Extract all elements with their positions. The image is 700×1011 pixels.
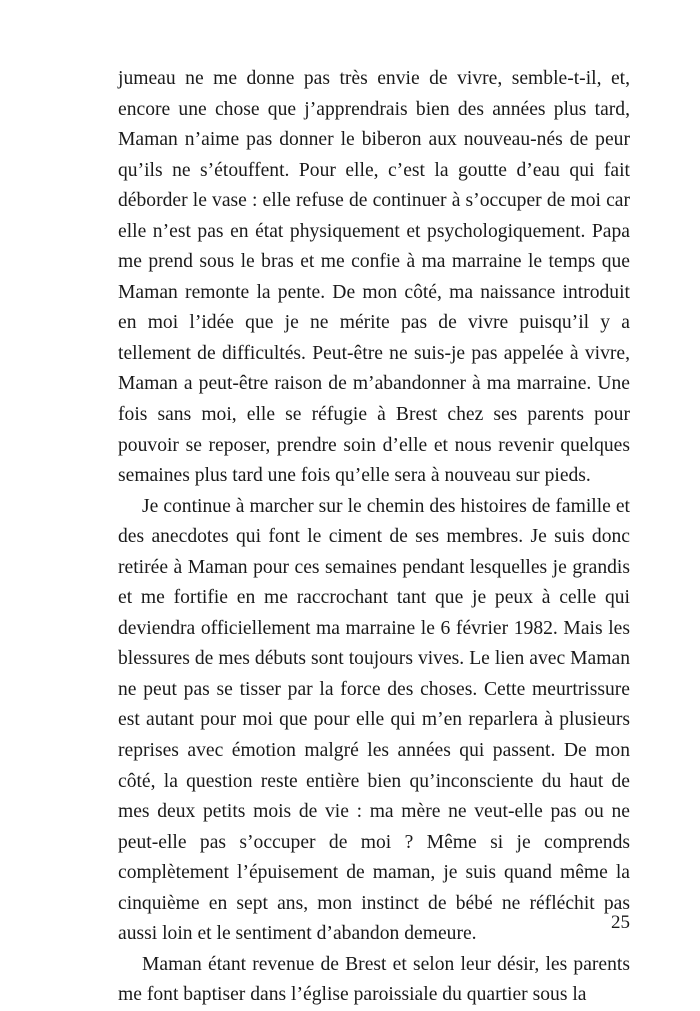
- paragraph-continuation: jumeau ne me donne pas très envie de vivre, semble-t-il, et, encore une chose que j’apprendrais bien des années plus tard, Maman n’aime pas donner le biberon aux nouveau-nés de peur qu’ils ne s’étouffent. Pour elle, c’est la goutte d’eau qui fait déborder le vase : elle refuse de continuer à s’occuper de moi car elle n’est pas en état physiquement et psychologiquement. Papa me prend sous le bras et me confie à ma marraine le temps que Maman remonte la pente. De mon côté, ma naissance introduit en moi l’idée que je ne mérite pas de vivre puisqu’il y a tellement de difficultés. Peut-être ne suis-je pas appelée à vivre, Maman a peut-être raison de m’abandonner à ma marraine. Une fois sans moi, elle se réfugie à Brest chez ses parents pour pouvoir se reposer, prendre soin d’elle et nous revenir quelques semaines plus tard une fois qu’elle sera à nouveau sur pieds.: [118, 68, 630, 487]
- paragraph: Je continue à marcher sur le chemin des histoires de famille et des anecdotes qui font le ciment de ses membres. Je suis donc retirée à Maman pour ces semaines pendant lesquelles je grandis et me fortifie en me raccrochant tant que je peux à celle qui deviendra officiellement ma marraine le 6 février 1982. Mais les blessures de mes débuts sont toujours vives. Le lien avec Maman ne peut pas se tisser par la force des choses. Cette meurtrissure est autant pour moi que pour elle qui m’en reparlera à plusieurs reprises avec émotion malgré les années qui passent. De mon côté, la question reste entière bien qu’inconsciente du haut de mes deux petits mois de vie : ma mère ne veut-elle pas ou ne peut-elle pas s’occuper de moi ? Même si je comprends complètement l’épuisement de maman, je suis quand même la cinquième en sept ans, mon instinct de bébé ne réfléchit pas aussi loin et le sentiment d’abandon demeure.: [118, 495, 630, 945]
- page-number: 25: [611, 912, 630, 933]
- paragraph: Maman étant revenue de Brest et selon leur désir, les parents me font baptiser dans l’église paroissiale du quartier sous la: [118, 953, 630, 1006]
- body-text: [118, 64, 630, 1011]
